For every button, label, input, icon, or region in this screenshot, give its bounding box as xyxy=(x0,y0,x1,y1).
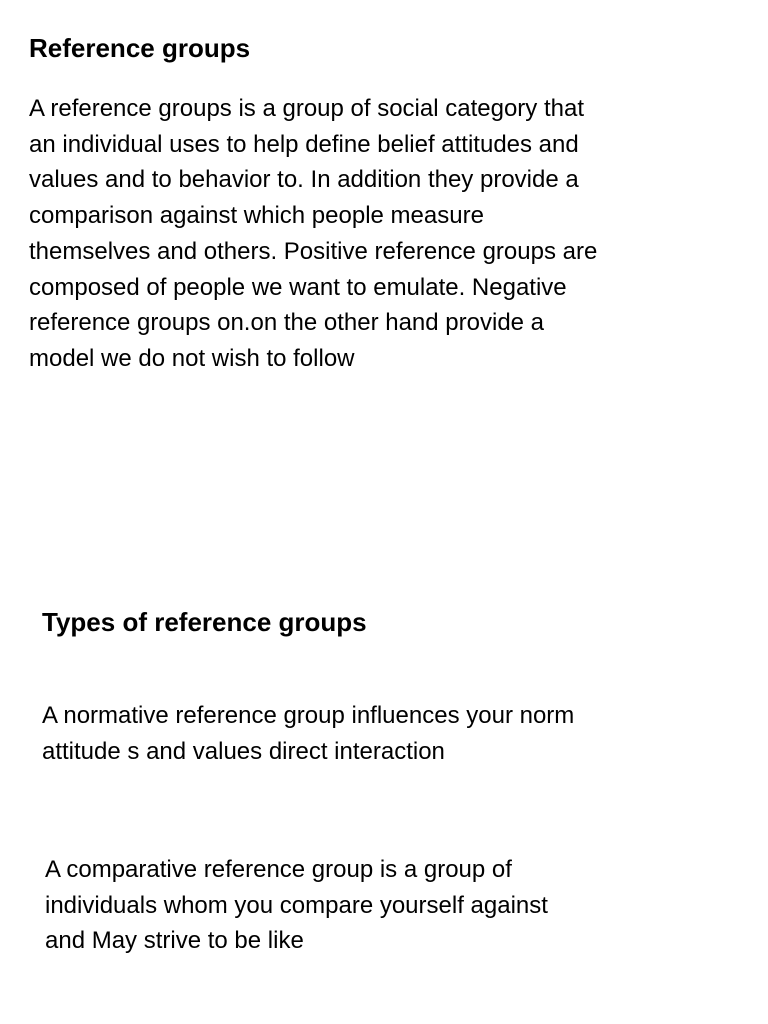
paragraph-line: themselves and others. Positive reference groups are xyxy=(29,237,598,265)
paragraph-line: an individual uses to help define belief attitudes and xyxy=(29,130,579,158)
paragraph-line: values and to behavior to. In addition they provide a xyxy=(29,166,579,194)
normative-reference-group-paragraph xyxy=(42,698,762,769)
paragraph-line: A normative reference group influences your norm xyxy=(42,702,575,729)
paragraph-line: model we do not wish to follow xyxy=(29,344,355,372)
comparative-reference-group-paragraph xyxy=(45,852,765,959)
paragraph-line: reference groups on.on the other hand provide a xyxy=(29,309,545,337)
reference-groups-paragraph xyxy=(29,91,754,377)
paragraph-line: A comparative reference group is a group of xyxy=(45,856,512,883)
section-title-types-of-reference-groups: Types of reference groups xyxy=(42,607,367,637)
section-title-reference-groups: Reference groups xyxy=(29,33,251,63)
paragraph-line: and May strive to be like xyxy=(45,927,304,955)
paragraph-line: attitude s and values direct interaction xyxy=(42,737,445,765)
paragraph-line: comparison against which people measure xyxy=(29,202,484,230)
paragraph-line: A reference groups is a group of social category that xyxy=(29,95,584,122)
paragraph-line: individuals whom you compare yourself against xyxy=(45,891,548,919)
paragraph-line: composed of people we want to emulate. Negative xyxy=(29,273,567,301)
